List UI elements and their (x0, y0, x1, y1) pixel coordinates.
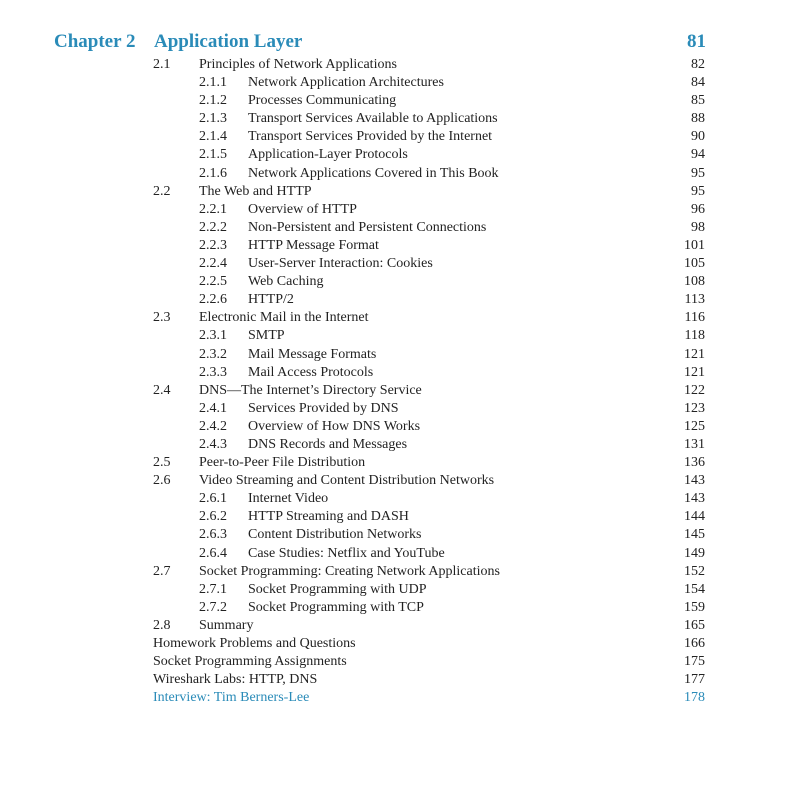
toc-entry-page: 123 (684, 400, 705, 416)
toc-entry-page: 166 (684, 636, 705, 651)
toc-entry-page: 175 (684, 654, 705, 670)
toc-entry (0, 689, 800, 707)
toc-entry-title: SMTP (248, 328, 285, 344)
toc-entry-page: 96 (691, 201, 705, 217)
toc-entry-title: Socket Programming: Creating Network Applications (199, 563, 500, 579)
toc-entry-number: 2.2.6 (199, 292, 227, 308)
toc-entry-title: DNS Records and Messages (248, 436, 408, 452)
toc-entry-page: 84 (691, 75, 705, 91)
toc-entry-page: 105 (684, 256, 705, 272)
toc-entry (0, 56, 800, 74)
toc-entry-page: 136 (684, 455, 705, 471)
toc-entry-number: 2.1.1 (199, 75, 227, 91)
toc-entry (0, 74, 800, 92)
toc-entry (0, 635, 800, 653)
toc-entry-page: 121 (684, 346, 705, 362)
toc-entry (0, 183, 800, 201)
toc-entry (0, 237, 800, 255)
toc-entry-title: Socket Programming with TCP (248, 599, 424, 615)
toc-entry (0, 273, 800, 291)
toc-entry-number: 2.2.3 (199, 237, 227, 253)
toc-entry-page: 144 (684, 509, 705, 525)
toc-entry-title: Peer-to-Peer File Distribution (199, 455, 366, 471)
toc-entry (0, 418, 800, 436)
toc-entry-title: Electronic Mail in the Internet (199, 310, 369, 326)
toc-entry (0, 526, 800, 544)
toc-entry-title: Network Applications Covered in This Book (248, 165, 499, 181)
toc-entry (0, 146, 800, 164)
toc-entry-title: Summary (199, 617, 254, 633)
toc-entry-page: 90 (691, 129, 705, 145)
toc-entry-number: 2.6.1 (199, 491, 227, 507)
toc-entry-number: 2.4.3 (199, 436, 227, 452)
toc-entry (0, 400, 800, 418)
toc-entry-page: 152 (684, 563, 705, 579)
toc-entry-page: 88 (691, 111, 705, 127)
toc-entry (0, 291, 800, 309)
toc-entry (0, 581, 800, 599)
toc-entry-page: 82 (691, 57, 705, 72)
toc-entry-number: 2.7.2 (199, 599, 227, 615)
toc-entry (0, 617, 800, 635)
toc-entry-page: 122 (684, 382, 705, 398)
toc-entry-title: Socket Programming Assignments (153, 654, 347, 670)
toc-entry (0, 327, 800, 345)
chapter-page-number: 81 (687, 31, 706, 52)
toc-entry-page: 116 (684, 310, 705, 326)
toc-entry (0, 454, 800, 472)
toc-entry-number: 2.1.4 (199, 129, 227, 145)
toc-entry-page: 101 (684, 237, 705, 253)
toc-entry-number: 2.4 (153, 382, 171, 398)
toc-entry-title: Mail Access Protocols (248, 364, 374, 380)
toc-entry-title: Transport Services Available to Applications (248, 111, 498, 127)
toc-entry-page: 118 (684, 328, 705, 344)
toc-entry (0, 364, 800, 382)
toc-entry (0, 671, 800, 689)
toc-entry (0, 545, 800, 563)
toc-entry-title: DNS—The Internet’s Directory Service (199, 382, 422, 398)
toc-entry-page: 143 (684, 473, 705, 489)
toc-entry-number: 2.6.4 (199, 545, 227, 561)
toc-entry-number: 2.4.1 (199, 400, 227, 416)
toc-entry-number: 2.6.3 (199, 527, 227, 543)
toc-entry (0, 128, 800, 146)
table-of-contents (0, 56, 800, 707)
toc-entry-page: 108 (684, 274, 705, 290)
toc-entry-title: Processes Communicating (248, 93, 397, 109)
toc-entry-title: The Web and HTTP (199, 183, 312, 199)
toc-entry-number: 2.3.2 (199, 346, 227, 362)
toc-entry-number: 2.1.3 (199, 111, 227, 127)
toc-entry-title: Principles of Network Applications (199, 57, 397, 72)
chapter-title: Application Layer (154, 31, 303, 52)
toc-entry-page: 125 (684, 418, 705, 434)
toc-entry-title: Web Caching (248, 274, 324, 290)
toc-entry-page: 121 (684, 364, 705, 380)
toc-entry-title: HTTP Message Format (248, 237, 379, 253)
toc-entry-page: 95 (691, 183, 705, 199)
toc-entry-title: Network Application Architectures (248, 75, 444, 91)
toc-entry-title: User-Server Interaction: Cookies (248, 256, 433, 272)
toc-entry-number: 2.5 (153, 455, 171, 471)
toc-entry (0, 255, 800, 273)
toc-entry-title: Wireshark Labs: HTTP, DNS (153, 672, 318, 688)
toc-entry-number: 2.4.2 (199, 418, 227, 434)
toc-entry-title: Video Streaming and Content Distribution Networks (199, 473, 495, 489)
toc-entry (0, 599, 800, 617)
toc-entry (0, 382, 800, 400)
toc-entry-page: 131 (684, 436, 705, 452)
toc-entry-page: 95 (691, 165, 705, 181)
toc-entry-number: 2.2 (153, 183, 171, 199)
toc-entry (0, 472, 800, 490)
toc-entry-number: 2.2.4 (199, 256, 227, 272)
toc-entry-page: 143 (684, 491, 705, 507)
toc-entry (0, 436, 800, 454)
toc-entry-title: Overview of HTTP (248, 201, 357, 217)
toc-entry-page: 178 (684, 690, 705, 706)
toc-entry (0, 508, 800, 526)
toc-entry-page: 154 (684, 581, 705, 597)
toc-entry-title: Application-Layer Protocols (248, 147, 408, 163)
toc-entry-title: Transport Services Provided by the Internet (248, 129, 493, 145)
toc-entry-number: 2.3.1 (199, 328, 227, 344)
toc-entry-number: 2.1.6 (199, 165, 227, 181)
toc-entry-page: 145 (684, 527, 705, 543)
chapter-heading (54, 29, 706, 55)
toc-entry (0, 346, 800, 364)
toc-entry-number: 2.2.1 (199, 201, 227, 217)
toc-entry (0, 219, 800, 237)
toc-entry-number: 2.7.1 (199, 581, 227, 597)
toc-entry (0, 653, 800, 671)
toc-entry-page: 159 (684, 599, 705, 615)
toc-entry-title: Socket Programming with UDP (248, 581, 427, 597)
toc-entry-page: 177 (684, 672, 705, 688)
toc-entry-number: 2.2.2 (199, 219, 227, 235)
toc-entry-title: Interview: Tim Berners-Lee (153, 690, 310, 706)
toc-entry-number: 2.1 (153, 57, 171, 72)
toc-entry-title: HTTP Streaming and DASH (248, 509, 409, 525)
toc-entry-title: Internet Video (248, 491, 329, 507)
toc-entry-number: 2.8 (153, 617, 171, 633)
toc-entry (0, 490, 800, 508)
toc-entry-number: 2.6.2 (199, 509, 227, 525)
toc-entry-title: Mail Message Formats (248, 346, 377, 362)
toc-entry-title: Homework Problems and Questions (153, 636, 356, 651)
toc-entry-page: 149 (684, 545, 705, 561)
toc-entry-title: Content Distribution Networks (248, 527, 422, 543)
toc-entry (0, 92, 800, 110)
chapter-label: Chapter 2 (54, 31, 136, 52)
toc-entry-title: Overview of How DNS Works (248, 418, 421, 434)
toc-entry-page: 113 (684, 292, 705, 308)
toc-entry-number: 2.1.5 (199, 147, 227, 163)
toc-entry (0, 165, 800, 183)
toc-entry-number: 2.3 (153, 310, 171, 326)
toc-entry-number: 2.6 (153, 473, 171, 489)
toc-entry (0, 309, 800, 327)
toc-entry-page: 98 (691, 219, 705, 235)
toc-entry-number: 2.2.5 (199, 274, 227, 290)
toc-entry-title: Services Provided by DNS (248, 400, 399, 416)
toc-entry-page: 85 (691, 93, 705, 109)
toc-entry-page: 165 (684, 617, 705, 633)
toc-entry-number: 2.3.3 (199, 364, 227, 380)
toc-entry-title: Non-Persistent and Persistent Connections (248, 219, 487, 235)
toc-entry-number: 2.1.2 (199, 93, 227, 109)
toc-entry (0, 563, 800, 581)
toc-entry-number: 2.7 (153, 563, 171, 579)
toc-entry-title: HTTP/2 (248, 292, 294, 308)
toc-entry (0, 110, 800, 128)
toc-entry-page: 94 (691, 147, 705, 163)
toc-entry (0, 201, 800, 219)
toc-entry-title: Case Studies: Netflix and YouTube (248, 545, 445, 561)
